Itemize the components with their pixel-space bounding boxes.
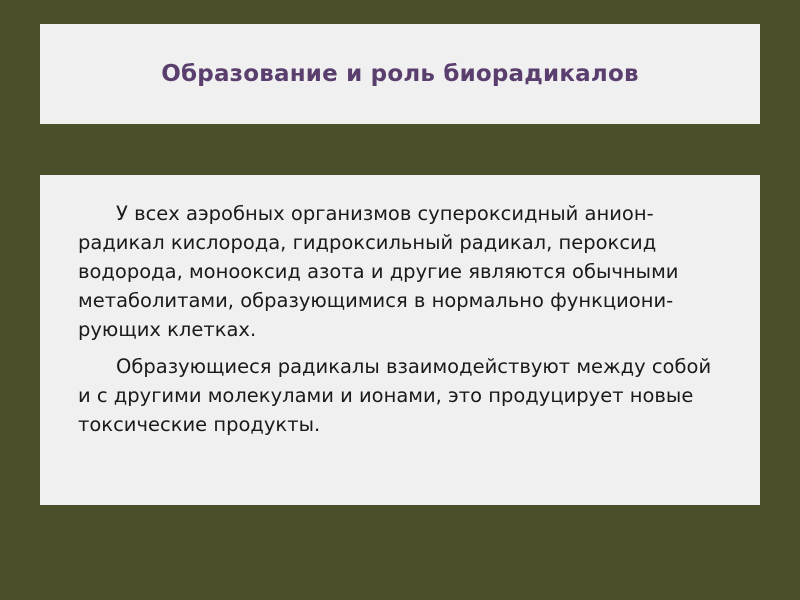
title-panel [40, 24, 760, 124]
content-panel [40, 175, 760, 505]
paragraph-2: Образующиеся радикалы взаимодействуют между собой и с другими молекулами и ионами, это продуцирует новые токсические продукты. [78, 355, 712, 436]
slide-title: Образование и роль биорадикалов [161, 61, 639, 87]
paragraph-1: У всех аэробных организмов супероксидный анион-радикал кислорода, гидроксильный радикал, пероксид водорода, монооксид азота и другие являются обычными метаболитами, образующимися в нормально функциони-рующих клетках. [78, 202, 679, 341]
